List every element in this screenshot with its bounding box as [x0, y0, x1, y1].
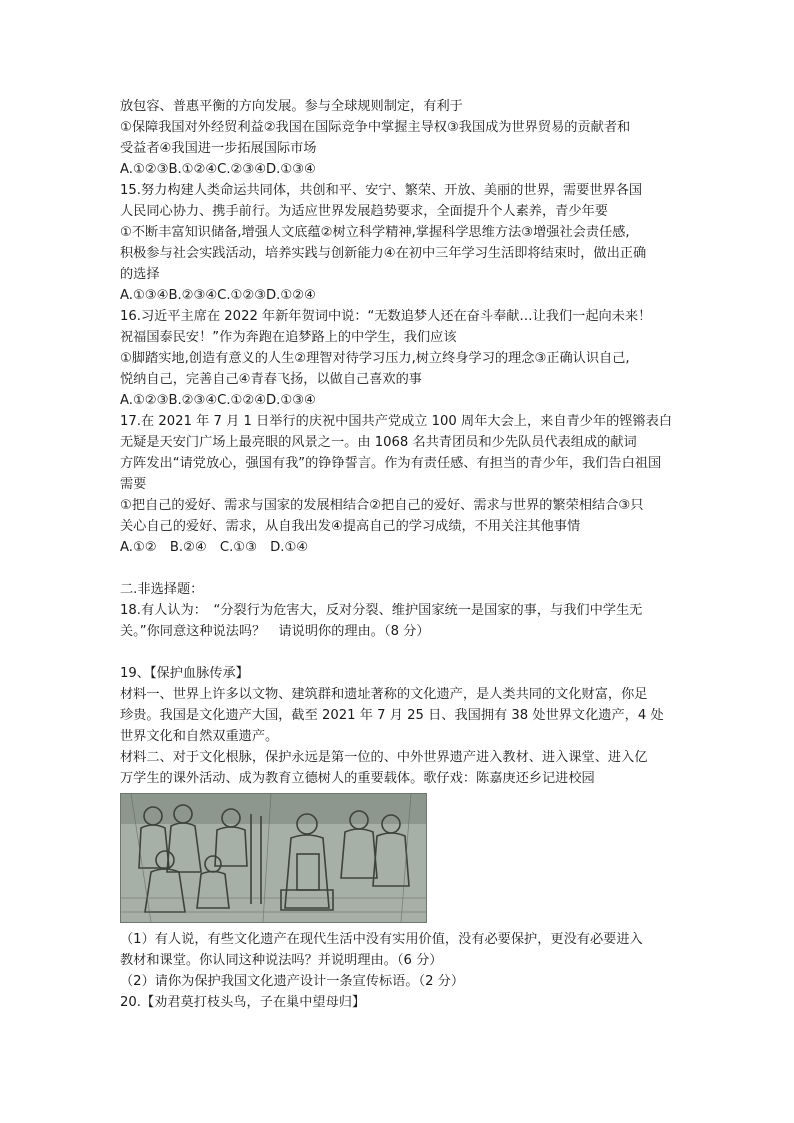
text-line: 材料二、对于文化根脉，保护永远是第一位的、中外世界遗产进入教材、进入课堂、进入亿 — [120, 750, 648, 765]
text-line: 万学生的课外活动、成为教育立德树人的重要载体。歌仔戏：陈嘉庚还乡记进校园 — [120, 771, 595, 786]
question-19 — [120, 663, 680, 923]
text-line: 需要 — [120, 477, 147, 492]
question-16 — [120, 306, 680, 411]
answer-options: A.①③④B.②③④C.①②③D.①②④ — [120, 288, 316, 303]
answer-options: A.①② B.②④ C.①③ D.①④ — [120, 540, 309, 555]
text-line: 受益者④我国进一步拓展国际市场 — [120, 141, 317, 156]
text-line: 关心自己的爱好、需求，从自我出发④提高自己的学习成绩，不用关注其他事情 — [120, 519, 581, 534]
text-line: ①保障我国对外经贸利益②我国在国际竞争中掌握主导权③我国成为世界贸易的贡献者和 — [120, 120, 631, 135]
text-line: 15.努力构建人类命运共同体，共创和平、安宁、繁荣、开放、美丽的世界，需要世界各国 — [120, 183, 643, 198]
spacer — [120, 558, 680, 579]
text-line: 的选择 — [120, 267, 160, 282]
text-line: 18.有人认为： “分裂行为危害大，反对分裂、维护国家统一是国家的事，与我们中学生无 — [120, 603, 643, 618]
text-line: 16.习近平主席在 2022 年新年贺词中说：“无数追梦人还在奋斗奉献…让我们一起向未来！ — [120, 309, 652, 324]
text-line: 方阵发出“请党放心，强国有我”的铮铮誓言。作为有责任感、有担当的青少年，我们告白祖国 — [120, 456, 662, 471]
question-17 — [120, 411, 680, 558]
text-line: ①脚踏实地,创造有意义的人生②理智对待学习压力,树立终身学习的理念③正确认识自己, — [120, 351, 630, 366]
text-line: 珍贵。我国是文化遗产大国，截至 2021 年 7 月 25 日、我国拥有 38 处世界文化遗产，4 处 — [120, 708, 664, 723]
text-line: ①把自己的爱好、需求与国家的发展相结合②把自己的爱好、需求与世界的繁荣相结合③只 — [120, 498, 644, 513]
spacer — [120, 642, 680, 663]
text-line: 世界文化和自然双重遗产。 — [120, 729, 279, 744]
non-choice-section — [120, 579, 680, 642]
text-line: （2）请你为保护我国文化遗产设计一条宣传标语。（2 分） — [120, 974, 465, 989]
text-line: 17.在 2021 年 7 月 1 日举行的庆祝中国共产党成立 100 周年大会上，来自青少年的铿锵表白 — [120, 414, 673, 429]
text-line: 人民同心协力、携手前行。为适应世界发展趋势要求，全面提升个人素养，青少年要 — [120, 204, 608, 219]
question-heading: 20.【劝君莫打枝头鸟，子在巢中望母归】 — [120, 995, 366, 1010]
page-content — [120, 96, 680, 1013]
text-line: 放包容、普惠平衡的方向发展。参与全球规则制定，有利于 — [120, 99, 463, 114]
text-line: ①不断丰富知识储备,增强人文底蕴②树立科学精神,掌握科学思维方法③增强社会责任感, — [120, 225, 630, 240]
text-line: 积极参与社会实践活动，培养实践与创新能力④在初中三年学习生活即将结束时，做出正确 — [120, 246, 647, 261]
answer-options: A.①②③B.①②④C.②③④D.①③④ — [120, 162, 316, 177]
opera-photo — [120, 793, 427, 923]
text-line: 无疑是天安门广场上最亮眼的风景之一。由 1068 名共青团员和少先队员代表组成的献词 — [120, 435, 637, 450]
answer-options: A.①②③B.②③④C.①②④D.①③④ — [120, 393, 316, 408]
text-line: 悦纳自己，完善自己④青春飞扬，以做自己喜欢的事 — [120, 372, 422, 387]
section-heading: 二.非选择题： — [120, 582, 204, 597]
text-line: 教材和课堂。你认同这种说法吗？并说明理由。（6 分） — [120, 953, 443, 968]
opera-photo-illustration — [121, 794, 426, 922]
question-19-tasks — [120, 929, 680, 1013]
text-line: 祝福国泰民安！”作为奔跑在追梦路上的中学生，我们应该 — [120, 330, 457, 345]
question-15 — [120, 180, 680, 306]
text-line: 关。”你同意这种说法吗？ 请说明你的理由。（8 分） — [120, 624, 430, 639]
text-line: （1）有人说，有些文化遗产在现代生活中没有实用价值，没有必要保护，更没有必要进入 — [120, 932, 643, 947]
question-14-continuation — [120, 96, 680, 180]
text-line: 材料一、世界上许多以文物、建筑群和遗址著称的文化遗产，是人类共同的文化财富，你足 — [120, 687, 648, 702]
question-heading: 19、【保护血脉传承】 — [120, 666, 249, 681]
